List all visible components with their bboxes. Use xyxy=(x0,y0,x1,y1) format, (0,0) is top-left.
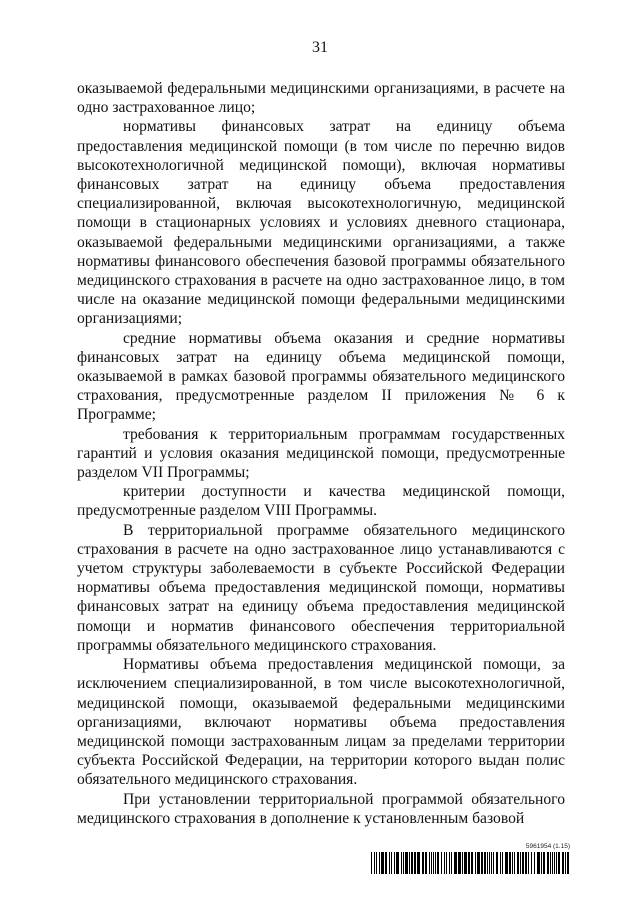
barcode-bar xyxy=(417,852,420,874)
barcode-bar xyxy=(431,852,432,874)
barcode-bar xyxy=(425,852,427,874)
barcode-bar xyxy=(550,852,551,874)
paragraph-4: требования к территориальным программам государственных гарантий и условия оказания медицинской помощи, предусмотренные разделом VII Программы; xyxy=(77,425,565,482)
barcode-icon xyxy=(371,852,569,874)
paragraph-5: критерии доступности и качества медицинской помощи, предусмотренные разделом VIII Программы. xyxy=(77,483,565,520)
barcode-bar xyxy=(517,852,519,874)
paragraph-7: Нормативы объема предоставления медицинской помощи, за исключением специализированной, в том числе высокотехнологичной, медицинской помощи, оказываемой федеральными медицинскими организациями, включают нормативы объема предоставления медицинской помощи застрахованным лицам за пределами территории субъекта Российской Федерации, на территории которого выдан полис обязательного медицинского страхования. xyxy=(77,656,565,789)
barcode-bar xyxy=(435,852,436,874)
barcode-bar xyxy=(446,852,447,874)
barcode-bar xyxy=(468,852,470,874)
barcode-bar xyxy=(477,852,480,874)
barcode-bar xyxy=(489,852,490,874)
barcode-bar xyxy=(558,852,560,874)
barcode-bar xyxy=(376,852,377,874)
barcode-bar xyxy=(464,852,467,874)
barcode-bar xyxy=(374,852,375,874)
barcode-bar xyxy=(537,852,540,874)
barcode-bar xyxy=(531,852,532,874)
barcode-bar xyxy=(454,852,457,874)
barcode-bar xyxy=(403,852,404,874)
barcode-bar xyxy=(462,852,463,874)
barcode-bar xyxy=(441,852,442,874)
barcode-bar xyxy=(541,852,542,874)
barcode-bar xyxy=(471,852,473,874)
barcode-bar xyxy=(484,852,486,874)
barcode-bar xyxy=(512,852,513,874)
barcode-bar xyxy=(487,852,488,874)
paragraph-8: При установлении территориальной программой обязательного медицинского страхования в дополнение к установленным базовой xyxy=(77,790,565,827)
barcode-bar xyxy=(449,852,450,874)
barcode-bar xyxy=(514,852,515,874)
barcode-bar xyxy=(562,852,564,874)
barcode-bar xyxy=(534,852,535,874)
barcode-bar xyxy=(385,852,387,874)
barcode-bar xyxy=(481,852,483,874)
barcode-bar xyxy=(371,852,372,874)
barcode-bar xyxy=(396,852,399,874)
document-code: 5961954 (1.15) xyxy=(525,843,570,850)
barcode-bar xyxy=(496,852,498,874)
barcode-bar xyxy=(414,852,416,874)
barcode-bar xyxy=(528,852,529,874)
page-number: 31 xyxy=(312,39,328,56)
barcode-bar xyxy=(401,852,402,874)
paragraph-2: нормативы финансовых затрат на единицу объема предоставления медицинской помощи (в том числе по перечню видов высокотехнологичной медицинской помощи), включая нормативы финансовых затрат на единицу объема предоставления специализированной, включая высокотехнологичную, медицинской помощи в стационарных условиях и условиях дневного стационара, оказываемой федеральными медицинскими организациями, а также нормативы финансового обеспечения базовой программы обязательного медицинского страхования в расчете на одно застрахованное лицо, в том числе на оказание медицинской помощи федеральными медицинскими организациями; xyxy=(77,118,565,328)
barcode-bar xyxy=(394,852,395,874)
barcode-bar xyxy=(379,852,380,874)
barcode-bar xyxy=(500,852,501,874)
barcode-bar xyxy=(444,852,445,874)
paragraph-6: В территориальной программе обязательного медицинского страхования в расчете на одно застрахованное лицо устанавливаются с учетом структуры заболеваемости в субъекте Российской Федерации нормативы объема предоставления медицинской помощи, нормативы финансовых затрат на единицу объема предоставления медицинской помощи и норматив финансового обеспечения территориальной программы обязательного медицинского страхования. xyxy=(77,521,565,654)
barcode-bar xyxy=(525,852,527,874)
barcode-bar xyxy=(433,852,434,874)
barcode-bar xyxy=(437,852,439,874)
barcode-bar xyxy=(381,852,384,874)
barcode-bar xyxy=(422,852,424,874)
body-text xyxy=(77,79,565,828)
barcode-bar xyxy=(565,852,566,874)
barcode-bar xyxy=(475,852,476,874)
barcode-bar xyxy=(556,852,557,874)
barcode-bar xyxy=(502,852,503,874)
barcode-bar xyxy=(543,852,545,874)
barcode-bar xyxy=(547,852,549,874)
barcode-bar xyxy=(552,852,553,874)
barcode-bar xyxy=(391,852,392,874)
barcode-bar xyxy=(522,852,524,874)
barcode-bar xyxy=(509,852,511,874)
barcode-bar xyxy=(491,852,492,874)
barcode-bar xyxy=(567,852,569,874)
barcode-bar xyxy=(493,852,494,874)
barcode-bar xyxy=(405,852,408,874)
barcode-bar xyxy=(458,852,461,874)
barcode-bar xyxy=(429,852,430,874)
paragraph-3: средние нормативы объема оказания и средние нормативы финансовых затрат на единицу объема медицинской помощи, оказываемой в рамках базовой программы обязательного медицинского страхования, предусмотренные разделом II приложения № 6 к Программе; xyxy=(77,329,565,424)
barcode-bar xyxy=(451,852,452,874)
barcode-bar xyxy=(409,852,410,874)
barcode-bar xyxy=(520,852,521,874)
barcode-bar xyxy=(411,852,413,874)
barcode-bar xyxy=(554,852,555,874)
barcode-bar xyxy=(389,852,390,874)
paragraph-1: оказываемой федеральными медицинскими организациями, в расчете на одно застрахованное лицо; xyxy=(77,80,565,117)
barcode-bar xyxy=(505,852,508,874)
